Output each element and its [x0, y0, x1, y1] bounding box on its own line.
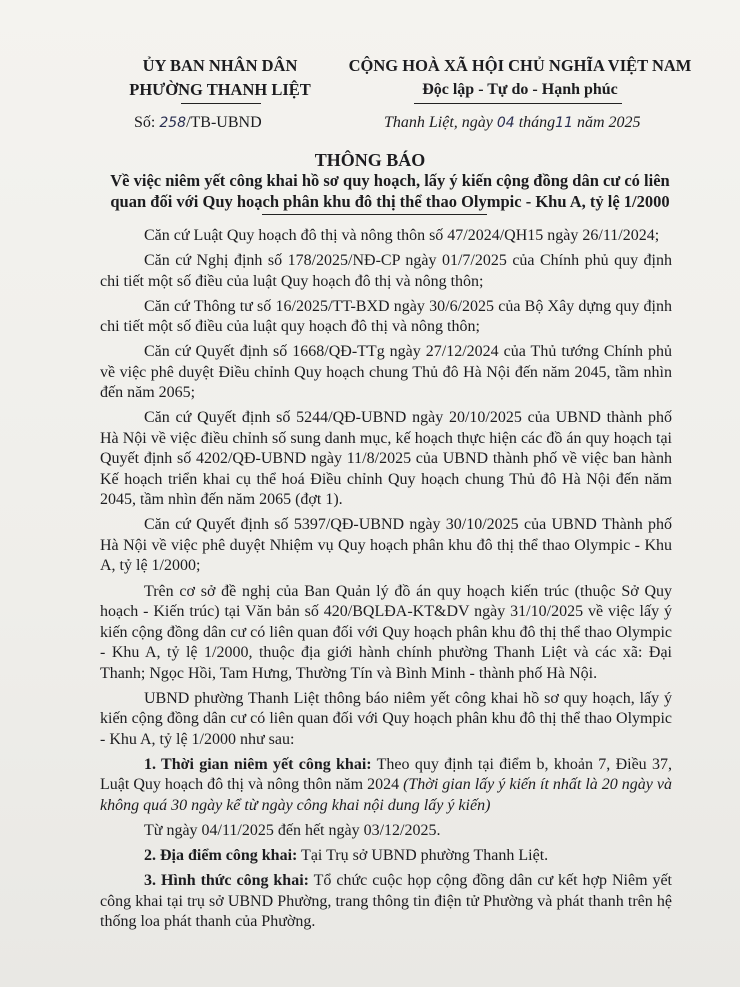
item-3-heading: 3. Hình thức công khai:	[144, 872, 309, 890]
item-2-text: Tại Trụ sở UBND phường Thanh Liệt.	[297, 846, 549, 864]
document-body	[100, 226, 672, 937]
subtitle-underline	[262, 214, 487, 215]
document-title: THÔNG BÁO	[314, 150, 426, 170]
authority-underline	[181, 103, 261, 104]
document-number	[134, 114, 262, 132]
item-1	[100, 755, 672, 817]
authority-line-1: ỦY BAN NHÂN DÂN	[142, 56, 298, 75]
motto-line-2: Độc lập - Tự do - Hạnh phúc	[422, 81, 618, 98]
paragraph: Căn cứ Thông tư số 16/2025/TT-BXD ngày 30/6/2025 của Bộ Xây dựng quy định chi tiết một số điều của luật quy hoạch đô thị và nông thôn;	[100, 297, 672, 336]
paragraph: Căn cứ Quyết định số 5397/QĐ-UBND ngày 30/10/2025 của UBND Thành phố Hà Nội về việc phê duyệt Nhiệm vụ Quy hoạch phân khu đô thị thể thao Olympic - Khu A, tỷ lệ 1/2000;	[100, 516, 672, 575]
date-day-handwritten: 04	[496, 115, 515, 131]
national-motto	[340, 54, 700, 102]
doc-number-handwritten: 258	[159, 115, 187, 131]
paragraph: Căn cứ Quyết định số 5244/QĐ-UBND ngày 20/10/2025 của UBND thành phố Hà Nội về việc điều chỉnh số sung danh mục, kế hoạch thực hiện các đồ án quy hoạch tại Quyết định số 4202/QĐ-UBND ngày 11/8/2025 của UBND thành phố về việc ban hành Kế hoạch triển khai cụ thể hoá Điều chỉnh Quy hoạch chung Thủ đô Hà Nội đến năm 2045, tầm nhìn đến năm 2065 (đợt 1).	[100, 409, 672, 509]
item-1-heading: 1. Thời gian niêm yết công khai:	[144, 755, 372, 773]
doc-number-suffix: /TB-UBND	[186, 114, 262, 131]
authority-line-2: PHƯỜNG THANH LIỆT	[129, 80, 311, 99]
paragraph: Căn cứ Nghị định số 178/2025/NĐ-CP ngày 01/7/2025 của Chính phủ quy định chi tiết một số điều của luật Quy hoạch đô thị và nông thôn;	[100, 252, 672, 290]
paragraph: UBND phường Thanh Liệt thông báo niêm yết công khai hồ sơ quy hoạch, lấy ý kiến cộng đồng dân cư có liên quan đối với Quy hoạch phân khu đô thị thể thao Olympic - Khu A, tỷ lệ 1/2000 như sau:	[100, 689, 672, 748]
item-2	[100, 846, 672, 867]
issue-date	[384, 114, 641, 132]
motto-underline	[414, 103, 622, 104]
date-month-handwritten: 11	[555, 115, 573, 131]
motto-line-1: CỘNG HOÀ XÃ HỘI CHỦ NGHĨA VIỆT NAM	[348, 56, 692, 75]
item-3	[100, 871, 672, 933]
date-year: năm 2025	[573, 114, 641, 131]
item-1-text: Theo quy định tại điểm b, khoản 7, Điều 37, Luật Quy hoạch đô thị và nông thôn năm 2024	[100, 755, 673, 794]
paragraph: Căn cứ Luật Quy hoạch đô thị và nông thôn số 47/2024/QH15 ngày 26/11/2024;	[144, 227, 660, 244]
paragraph: Căn cứ Quyết định số 1668/QĐ-TTg ngày 27/12/2024 của Thủ tướng Chính phủ về việc phê duyệt Điều chỉnh Quy hoạch chung Thủ đô Hà Nội đến năm 2045, tầm nhìn đến năm 2065;	[100, 343, 672, 402]
issuing-authority	[110, 54, 330, 102]
doc-number-prefix: Số:	[134, 114, 160, 131]
document-subtitle: Về việc niêm yết công khai hồ sơ quy hoạch, lấy ý kiến cộng đồng dân cư có liên quan đối với Quy hoạch phân khu đô thị thể thao Olympic - Khu A, tỷ lệ 1/2000	[110, 171, 670, 211]
item-3-text: Tổ chức cuộc họp cộng đồng dân cư kết hợp Niêm yết công khai tại trụ sở UBND Phường, trang thông tin điện tử Phường và phát thanh trên hệ thống loa phát thanh của Phường.	[100, 872, 673, 931]
item-1-italic-note: (Thời gian lấy ý kiến ít nhất là 20 ngày và không quá 30 ngày kể từ ngày công khai nội dung lấy ý kiến)	[100, 776, 672, 814]
date-place: Thanh Liệt, ngày	[384, 114, 497, 131]
item-2-heading: 2. Địa điểm công khai:	[144, 846, 298, 864]
item-1-period: Từ ngày 04/11/2025 đến hết ngày 03/12/2025.	[144, 821, 441, 839]
paragraph: Trên cơ sở đề nghị của Ban Quản lý đồ án quy hoạch kiến trúc (thuộc Sở Quy hoạch - Kiến trúc) tại Văn bản số 420/BQLĐA-KT&DV ngày 31/10/2025 về việc lấy ý kiến cộng đồng dân cư có liên quan đối với Quy hoạch phân khu đô thị thể thao Olympic - Khu A, tỷ lệ 1/2000, thuộc địa giới hành chính phường Thanh Liệt và các xã: Đại Thanh; Ngọc Hồi, Tam Hưng, Thường Tín và Bình Minh - thành phố Hà Nội.	[100, 582, 672, 682]
date-month-label: tháng	[514, 114, 556, 131]
